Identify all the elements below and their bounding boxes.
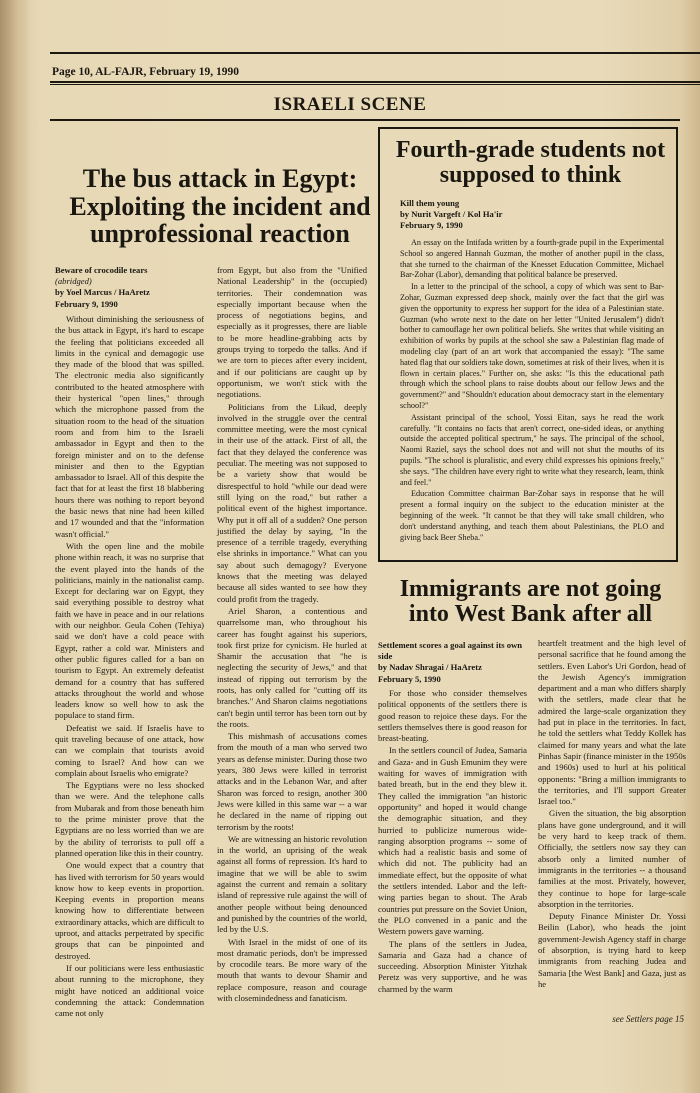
article1-source-title: Beware of crocodile tears [55,265,148,275]
header-rule-thin [50,84,700,85]
paragraph: Without diminishing the seriousness of the bus attack in Egypt, it's hard to escape the feeling that politicians exceeded all limits in the cynical and demagogic use they made of the blood that was spilled. The electronic media also significantly contributed to the heated atmosphere with their hysterical "open lines," through which the microphone passed from the situation room to the head of the situation room and from him to the Israeli ambassador in Egypt and then to the foreign minister and on to the defense minister and then to the Egyptian ambassador to Israel. All of this despite the fact that for at least the first 18 blabbering hours there was nothing to report beyond the basic news that nine had been killed and 17 wounded and that the "information wasn't official." [55,314,204,539]
article1-column-2 [217,265,367,1004]
paragraph: With the open line and the mobile phone within reach, it was no surprise that the event played into the hands of the politicians, mainly in the nationalist camp. Except for declaring war on Egypt, they said everything possible to destroy what faith we have in peace and in our relations with our neighbor. Geula Cohen (Tehiya) said we don't have a cold peace with Egypt, rather a cold war. Ministers and other public figures called for a ban on tourism to Egypt. An extremely defeatist demand for a country that has suffered attacks throughout the world and whose leaders know so well how to ask the populace to stand firm. [55,540,204,721]
article1-date: February 9, 1990 [55,298,118,309]
paragraph: Deputy Finance Minister Dr. Yossi Beilin (Labor), who heads the joint government-Jewish Agency staff in charge of absorption, is trying hard to keep immigrants from reaching Judea and Samaria [the West Bank] and Gaza, just as he [538,911,686,989]
paragraph: Education Committee chairman Bar-Zohar says in response that he will present a formal inquiry on the subject to the education minister at the beginning of the week. "It cannot be that they will take small children, who don't understand anything, and teach them about Palestinians, the PLO and giving back Beer Sheba." [400,489,664,542]
article3-byline-block [378,640,528,685]
paragraph: For those who consider themselves political opponents of the settlers there is good reason to rejoice these days. For the settlers themselves there is good reason for breast-beating. [378,688,527,744]
article1-column-1 [55,314,204,1019]
article3-headline: Immigrants are not going into West Bank after all [399,576,662,628]
article1-byline-block [55,265,215,310]
article3-source-title: Settlement scores a goal against its own side [378,640,523,662]
section-rule [50,119,680,121]
article3-column-2 [538,638,686,990]
article1-abridged: (abridged) [55,276,92,287]
paragraph: In a letter to the principal of the school, a copy of which was sent to Bar-Zohar, Guzman expressed deep shock, mainly over the fact that the girl was given the opportunity to express her support for the idea of a Palestinian state. Guzman (who wrote next to the date on her letter "United Jerusalem") didn't bother to camouflage her own political beliefs. She writes that while visiting an exhibition of works by pupils at the school she saw a Palestinian flag made of modeling clay (part of an art work that accompanied the essay): "The same hated flag that our soldiers take down, sometimes at risk of their lives, when it is flown in certain places." Further on, she asks: "Is this the educational path through which the school plans to raise doubts about our fellow Jews and the government?" and "Shouldn't education about democracy start in the elementary school?" [400,282,664,410]
section-title: ISRAELI SCENE [273,94,427,115]
article1-headline: The bus attack in Egypt: Exploiting the incident and unprofessional reaction [69,164,371,249]
article2-headline: Fourth-grade students not supposed to think [395,137,666,189]
article2-body [400,238,664,543]
article2-byline: by Nurit Vargeft / Kol Ha'ir [400,209,503,220]
header-rule [50,81,700,83]
paragraph: If our politicians were less enthusiastic about running to the microphone, they might have noticed an additional voice condemning the attack: Condemnation came not only [55,962,204,1019]
paragraph: This mishmash of accusations comes from the mouth of a man who served two years as defense minister. During those two years, 380 Jews were killed in terrorist attacks and in the Lebanon War, and after Sharon was forced to resign, another 300 Jews were killed in this same war -- a war he declared in the name of ripping out terrorism by the roots! [217,731,367,832]
paragraph: We are witnessing an historic revolution in the world, an uprising of the weak against all forms of repression. It's hard to imagine that we will be able to swim against the current and remain a solitary island of repressive rule against the will of another people without being denounced and punished by the countries of the world, led by the U.S. [217,833,367,935]
article2-date: February 9, 1990 [400,220,463,231]
paragraph: One would expect that a country that has lived with terrorism for 50 years would know how to keep events in proportion. Keeping events in proportion means knowing how to differentiate between extraordinary attacks, which are difficult to uproot, and attacks perpetrated by specific groups that can be pinpointed and destroyed. [55,860,204,961]
article3-column-1 [378,688,527,995]
paragraph: The plans of the settlers in Judea, Samaria and Gaza had a chance of succeeding. Absorption Minister Yitzhak Peretz was very supportive, and he was charmed by the warm [378,938,527,994]
paragraph: The Egyptians were no less shocked than we were. And the telephone calls from Mubarak and from those beneath him to the prime minister prove that the Egyptians are no less worried than we are by the ability of terrorists to pull off a planned operation like this in their country. [55,780,204,858]
paragraph: Defeatist we said. If Israelis have to quit traveling because of one attack, how can we complain that tourists avoid coming to Israel? And how can we complain about Israelis who emigrate? [55,722,204,778]
paragraph: An essay on the Intifada written by a fourth-grade pupil in the Experimental School so angered Hannah Guzman, the mother of another pupil in the class, that she turned to the chairman of the Knesset Education Committee, Michael Bar-Zohar (Labor), demanding that political balance be preserved. [400,238,664,280]
paragraph: Ariel Sharon, a contentious and quarrelsome man, who throughout his career has fought against his superiors, took first prize for cynicism. He hurled at Shamir the accusation that "he is neglecting the security of Jews," and that instead of ripping out terrorism by the roots, has only called for "cutting off its branches." And Sharon claims negotiations can't begin until terror has been torn out by the roots. [217,605,367,729]
article3-byline: by Nadav Shragai / HaAretz [378,662,482,673]
paragraph: from Egypt, but also from the "Unified National Leadership" in the (occupied) territories. Their condemnation was especially important because when the process of negotiations begins, and especially as it progresses, there are liable to be more headline-grabbing acts by groups trying to torpedo the talks. And if we are torn to pieces after every incident, and if our politicians are caught up by opportunism, we won't stick with the negotiations. [217,265,367,400]
page-spine-shadow [0,0,30,1093]
continued-reference: see Settlers page 15 [612,1014,684,1024]
top-rule [50,52,700,54]
article1-byline: by Yoel Marcus / HaAretz [55,287,150,298]
article2-byline-block [400,198,600,232]
paragraph: heartfelt treatment and the high level of personal sacrifice that he found among the settlers. Even Labor's Uri Gordon, head of the Jewish Agency's immigration department and a man who differs sharply with the settlers, made clear that he admired the large-scale organization they had put in place in the territories. In fact, he told the settlers what Teddy Kollek has claimed for many years and what the late Pinhas Sapir (finance minister in the 1950s and 1960s) used to hurl at his political opponents: "Bring a million immigrants to the territories, and I'll support Greater Israel too." [538,638,686,807]
paragraph: Politicians from the Likud, deeply involved in the struggle over the central committee meeting, were the most cynical in their use of the attack. First of all, the fact that they delayed the conference was peculiar. The meeting was not supposed to be a variety show that would be disrespectful to hold "while our dead were still lying on the road," but rather a political event of the highest importance. Why put it off all of a sudden? One person justified the delay by saying, "In the presence of a terrible tragedy, everything else shrinks in importance." What can you say about such demagogy? Everyone knows that the meeting was delayed because all sides wanted to see how they could profit from the tragedy. [217,401,367,604]
paragraph: Assistant principal of the school, Yossi Eitan, says he read the work carefully. "It contains no facts that aren't correct, one-sided ideas, or anything outside the accepted political spectrum," he says. The principal of the school, Naomi Raziel, says the school does not and will not shut the mouths of its pupils. "The school is pluralistic, and every child expresses his opinions freely," she says. "The children have every right to write what they research, learn, think and feel." [400,412,664,487]
paragraph: Given the situation, the big absorption plans have gone underground, and it will be very hard to keep track of them. Officially, the settlers now say they can absorb only a limited number of immigrants in the territories -- a thousand families at the most. Privately, however, they continue to hope for large-scale absorption in the territories. [538,808,686,909]
paragraph: In the settlers council of Judea, Samaria and Gaza- and in Gush Emunim they were waiting for waves of immigration with bated breath, but in the end they blew it. They called the immigration "an historic opportunity" and hoped it would change the demographic situation, and they hurried to publicize numerous wide-ranging absorption programs -- some of which had a realistic basis and some of which did not. The publicity had an immediate effect, but the opposite of what the settlers intended. Labor and the left-wing parties began to shout. The Arab countries put pressure on the Soviet Union, the PLO convened in a panic and the Western powers gave warning. [378,745,527,937]
article3-date: February 5, 1990 [378,673,441,684]
paragraph: With Israel in the midst of one of its most dramatic periods, don't be impressed by crocodile tears. Be more wary of the mouth that wants to devour Shamir and replace composure, reason and courage with closemindedness and fanaticism. [217,936,367,1003]
page-header: Page 10, AL-FAJR, February 19, 1990 [52,66,239,78]
article2-source-title: Kill them young [400,198,460,208]
